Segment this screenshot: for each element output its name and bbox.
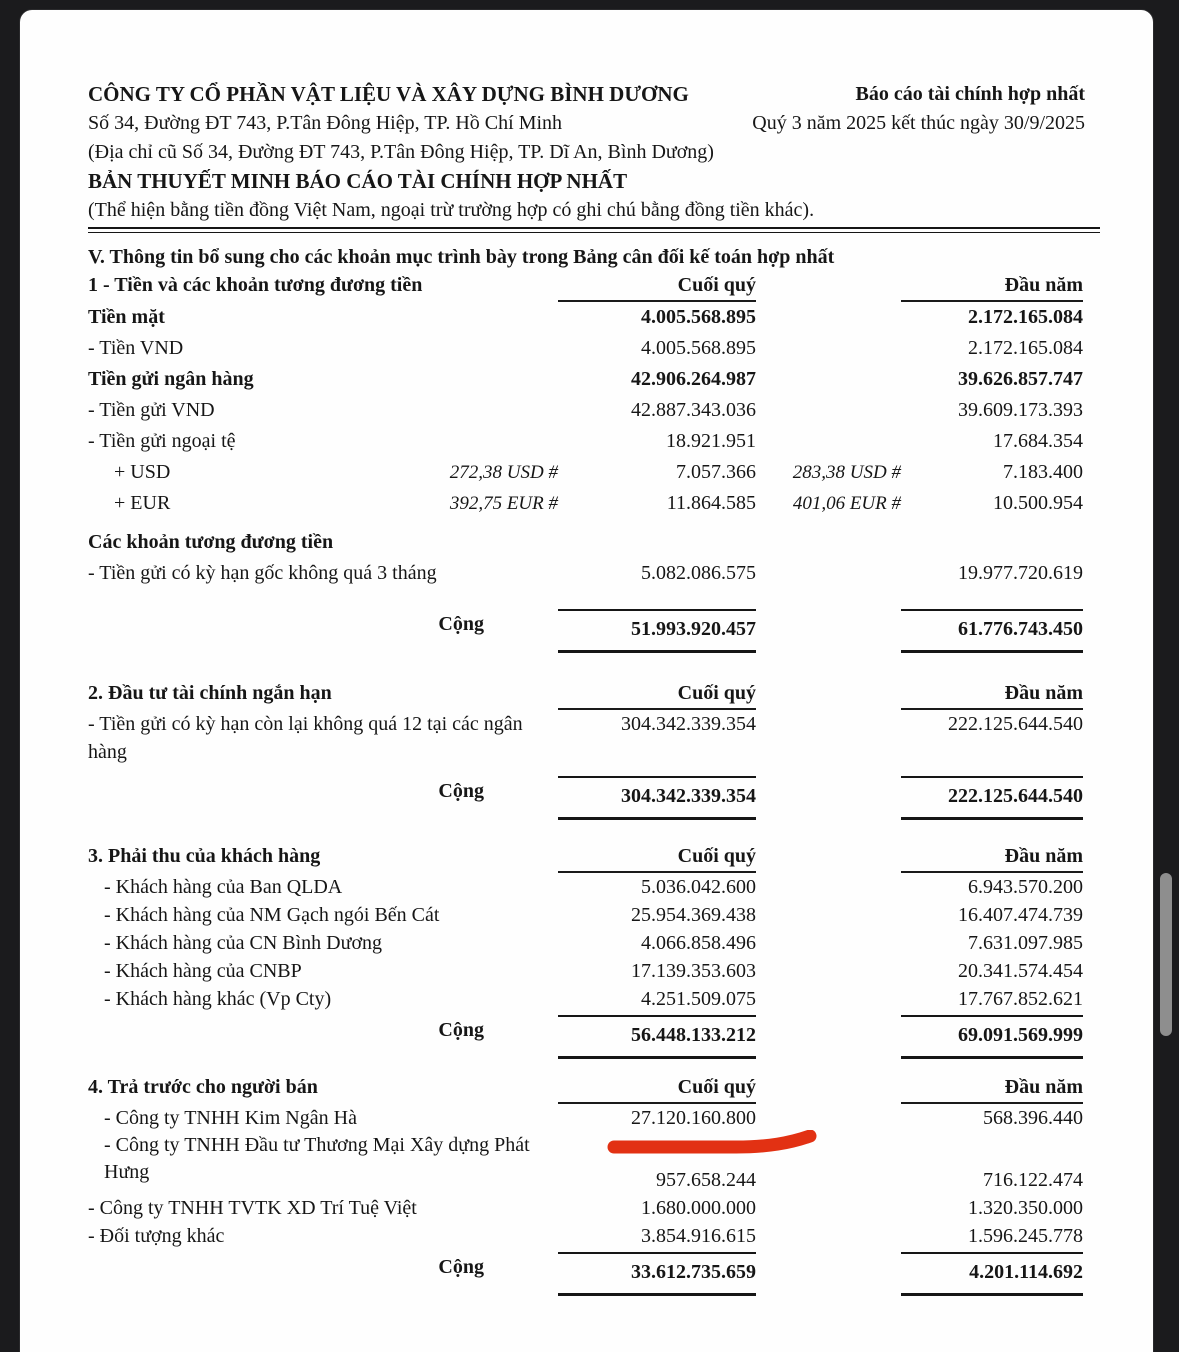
value-dau-nam: 6.943.570.200 [968,876,1083,898]
table-row [88,333,1085,364]
value-cuoi-quy: 4.005.568.895 [641,306,756,328]
value-dau-nam: 2.172.165.084 [968,337,1083,359]
section1-total-row [88,609,1085,653]
table-row [88,488,1085,519]
value-cuoi-quy: 42.906.264.987 [631,368,756,390]
value-cuoi-quy: 4.066.858.496 [641,932,756,954]
report-type: Báo cáo tài chính hợp nhất [855,83,1085,105]
value-dau-nam: 222.125.644.540 [948,713,1083,735]
value-dau-nam: 39.609.173.393 [958,399,1083,421]
section2-header-row [88,679,1085,710]
table-row [88,985,1085,1013]
value-cuoi-quy: 25.954.369.438 [631,904,756,926]
row-label: - Khách hàng khác (Vp Cty) [104,988,332,1010]
section4-total-row [88,1252,1085,1296]
table-row [88,901,1085,929]
value-cuoi-quy: 7.057.366 [676,461,756,483]
value-cuoi-quy: 5.082.086.575 [641,562,756,584]
currency-note: (Thể hiện bằng tiền đồng Việt Nam, ngoại trừ trường hợp có ghi chú bằng đồng tiền khác). [88,199,815,221]
section1-title: 1 - Tiền và các khoản tương đương tiền [88,274,423,296]
value-dau-nam: 2.172.165.084 [968,306,1083,328]
column-header-dau-nam: Đầu năm [901,679,1083,710]
row-label: + USD [114,461,171,483]
total-dau-nam: 61.776.743.450 [901,609,1083,653]
value-cuoi-quy: 4.251.509.075 [641,988,756,1010]
header-divider [88,227,1100,233]
section1-header-row [88,271,1085,302]
value-dau-nam: 17.684.354 [993,430,1083,452]
row-label: - Khách hàng của CN Bình Dương [104,932,383,954]
row-label: - Đối tượng khác [88,1225,225,1247]
section2-total-row [88,776,1085,820]
row-label: - Khách hàng của Ban QLDA [104,876,343,898]
value-cuoi-quy: 27.120.160.800 [558,1104,756,1132]
section3-title: 3. Phải thu của khách hàng [88,845,321,867]
column-header-cuoi-quy: Cuối quý [558,1073,756,1104]
table-row [88,1104,1085,1132]
document-title: BẢN THUYẾT MINH BÁO CÁO TÀI CHÍNH HỢP NHẤT [88,169,628,193]
table-row [88,302,1085,333]
row-label: - Công ty TNHH Đầu tư Thương Mại Xây dựng Phát Hưng [104,1134,530,1183]
letterhead-line-3 [88,138,1085,167]
value-cuoi-quy: 4.005.568.895 [641,337,756,359]
value-cuoi-quy: 42.887.343.036 [631,399,756,421]
table-row [88,710,1085,766]
table-row [88,929,1085,957]
value-dau-nam: 16.407.474.739 [958,904,1083,926]
value-cuoi-quy: 3.854.916.615 [641,1225,756,1247]
column-header-dau-nam: Đầu năm [901,842,1083,873]
table-row [88,395,1085,426]
table-row [88,1132,1085,1194]
value-dau-nam: 7.183.400 [1003,461,1083,483]
value-dau-nam: 19.977.720.619 [958,562,1083,584]
row-label: + EUR [114,492,171,514]
row-label: Tiền mặt [88,306,165,328]
total-label: Cộng [438,1019,484,1041]
value-dau-nam: 20.341.574.454 [958,960,1083,982]
table-row [88,364,1085,395]
total-dau-nam: 69.091.569.999 [901,1015,1083,1059]
company-name: CÔNG TY CỔ PHẦN VẬT LIỆU VÀ XÂY DỰNG BÌNH DƯƠNG [88,82,689,106]
value-dau-nam: 1.320.350.000 [968,1197,1083,1219]
value-dau-nam: 10.500.954 [993,492,1083,514]
table-row [88,1222,1085,1250]
row-label: - Tiền gửi ngoại tệ [88,430,236,452]
table-row [88,558,1085,589]
total-cuoi-quy: 51.993.920.457 [558,609,756,653]
table-row [88,873,1085,901]
total-label: Cộng [438,613,484,635]
total-label: Cộng [438,1256,484,1278]
total-cuoi-quy: 56.448.133.212 [558,1015,756,1059]
value-cuoi-quy: 17.139.353.603 [631,960,756,982]
company-old-address: (Địa chỉ cũ Số 34, Đường ĐT 743, P.Tân Đông Hiệp, TP. Dĩ An, Bình Dương) [88,141,714,163]
value-dau-nam: 568.396.440 [983,1107,1083,1129]
table-row [88,527,1085,558]
row-label: - Tiền gửi có kỳ hạn còn lại không quá 12 tại các ngân hàng [88,713,523,763]
table-row [88,457,1085,488]
column-header-dau-nam: Đầu năm [901,1073,1083,1104]
row-label: - Công ty TNHH TVTK XD Trí Tuệ Việt [88,1197,417,1219]
row-label: - Tiền gửi có kỳ hạn gốc không quá 3 tháng [88,562,437,584]
company-address: Số 34, Đường ĐT 743, P.Tân Đông Hiệp, TP. Hồ Chí Minh [88,112,563,134]
currency-note-dau-nam: 283,38 USD # [792,462,901,483]
row-label: Tiền gửi ngân hàng [88,368,254,390]
row-label: - Tiền gửi VND [88,399,215,421]
total-label: Cộng [438,780,484,802]
value-cuoi-quy: 18.921.951 [666,430,756,452]
column-header-cuoi-quy: Cuối quý [558,271,756,302]
value-cuoi-quy: 5.036.042.600 [641,876,756,898]
currency-note-dau-nam: 401,06 EUR # [792,493,901,514]
letterhead-line-1 [88,80,1085,109]
value-cuoi-quy: 1.680.000.000 [641,1197,756,1219]
value-cuoi-quy: 304.342.339.354 [621,713,756,735]
total-cuoi-quy: 33.612.735.659 [558,1252,756,1296]
letterhead-line-2 [88,109,1085,138]
table-row [88,426,1085,457]
row-label: - Công ty TNHH Kim Ngân Hà [104,1107,357,1129]
scrollbar-thumb[interactable] [1160,873,1172,1036]
column-header-cuoi-quy: Cuối quý [558,842,756,873]
section-v-title: V. Thông tin bổ sung cho các khoản mục trình bày trong Bảng cân đối kế toán hợp nhất [88,246,835,268]
total-dau-nam: 222.125.644.540 [901,776,1083,820]
section4-title: 4. Trả trước cho người bán [88,1076,318,1098]
value-dau-nam: 716.122.474 [983,1169,1083,1191]
section2-title: 2. Đầu tư tài chính ngắn hạn [88,682,332,704]
total-dau-nam: 4.201.114.692 [901,1252,1083,1296]
report-period: Quý 3 năm 2025 kết thúc ngày 30/9/2025 [752,112,1085,134]
value-dau-nam: 1.596.245.778 [968,1225,1083,1247]
table-row [88,1194,1085,1222]
value-dau-nam: 17.767.852.621 [958,988,1083,1010]
section4-header-row [88,1073,1085,1104]
row-label: - Khách hàng của CNBP [104,960,302,982]
section3-total-row [88,1015,1085,1059]
column-header-dau-nam: Đầu năm [901,271,1083,302]
row-label: - Tiền VND [88,337,184,359]
value-dau-nam: 7.631.097.985 [968,932,1083,954]
row-label: Các khoản tương đương tiền [88,531,334,553]
column-header-cuoi-quy: Cuối quý [558,679,756,710]
section3-header-row [88,842,1085,873]
value-cuoi-quy: 11.864.585 [666,492,756,514]
value-dau-nam: 39.626.857.747 [958,368,1083,390]
value-cuoi-quy: 957.658.244 [656,1169,756,1191]
currency-note-cuoi-quy: 392,75 EUR # [449,493,558,514]
total-cuoi-quy: 304.342.339.354 [558,776,756,820]
document-page [20,10,1153,1352]
row-label: - Khách hàng của NM Gạch ngói Bến Cát [104,904,440,926]
table-row [88,957,1085,985]
currency-note-cuoi-quy: 272,38 USD # [449,462,558,483]
